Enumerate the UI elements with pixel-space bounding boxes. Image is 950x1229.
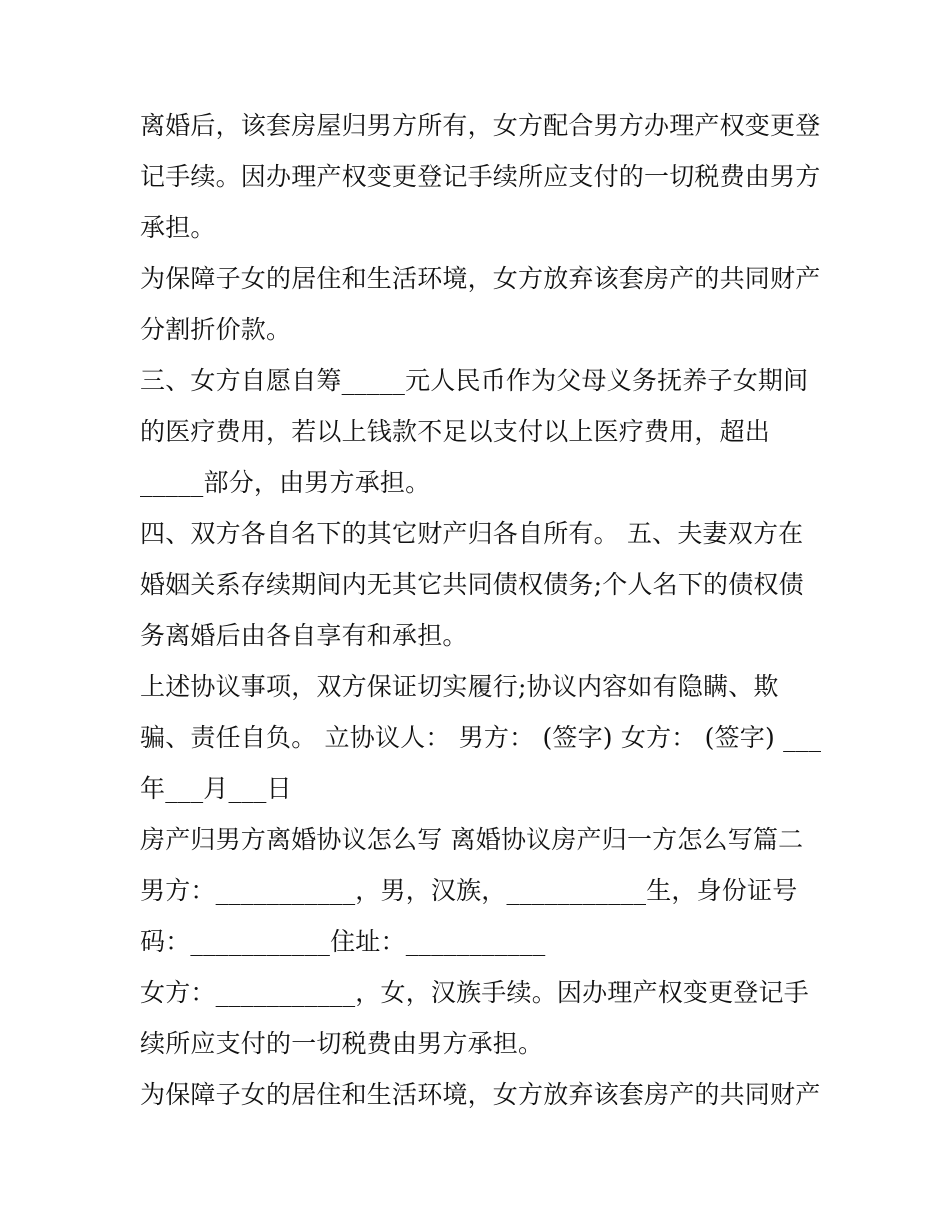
text-line: 年___月___日 — [140, 774, 292, 803]
text-line: 的医疗费用，若以上钱款不足以支付以上医疗费用，超出 — [140, 417, 771, 446]
text-line: 女方：___________，女，汉族手续。因办理产权变更登记手 — [140, 978, 809, 1007]
text-line: 为保障子女的居住和生活环境，女方放弃该套房产的共同财产 — [140, 1080, 821, 1109]
text-line: 三、女方自愿自筹_____元人民币作为父母义务抚养子女期间 — [140, 366, 809, 395]
section-heading: 房产归男方离婚协议怎么写 离婚协议房产归一方怎么写篇二 — [140, 825, 804, 854]
text-line: 分割折价款。 — [140, 315, 292, 344]
text-line: 承担。 — [140, 213, 216, 242]
text-line: 为保障子女的居住和生活环境，女方放弃该套房产的共同财产 — [140, 264, 821, 293]
text-line: 四、双方各自名下的其它财产归各自所有。 五、夫妻双方在 — [140, 519, 804, 548]
text-line: 码：___________住址：___________ — [140, 927, 546, 956]
text-line: 骗、责任自负。 立协议人： 男方： (签字) 女方： (签字) ___ — [140, 723, 822, 752]
text-line: 婚姻关系存续期间内无其它共同债权债务;个人名下的债权债 — [140, 570, 804, 599]
text-line: 记手续。因办理产权变更登记手续所应支付的一切税费由男方 — [140, 162, 821, 191]
text-line: 上述协议事项，双方保证切实履行;协议内容如有隐瞒、欺 — [140, 672, 779, 701]
text-line: 续所应支付的一切税费由男方承担。 — [140, 1029, 544, 1058]
text-line: 男方：___________，男，汉族，___________生，身份证号 — [140, 876, 798, 905]
text-line: 离婚后，该套房屋归男方所有，女方配合男方办理产权变更登 — [140, 111, 821, 140]
text-line: _____部分，由男方承担。 — [140, 468, 431, 497]
document-body — [140, 100, 830, 1120]
text-line: 务离婚后由各自享有和承担。 — [140, 621, 468, 650]
